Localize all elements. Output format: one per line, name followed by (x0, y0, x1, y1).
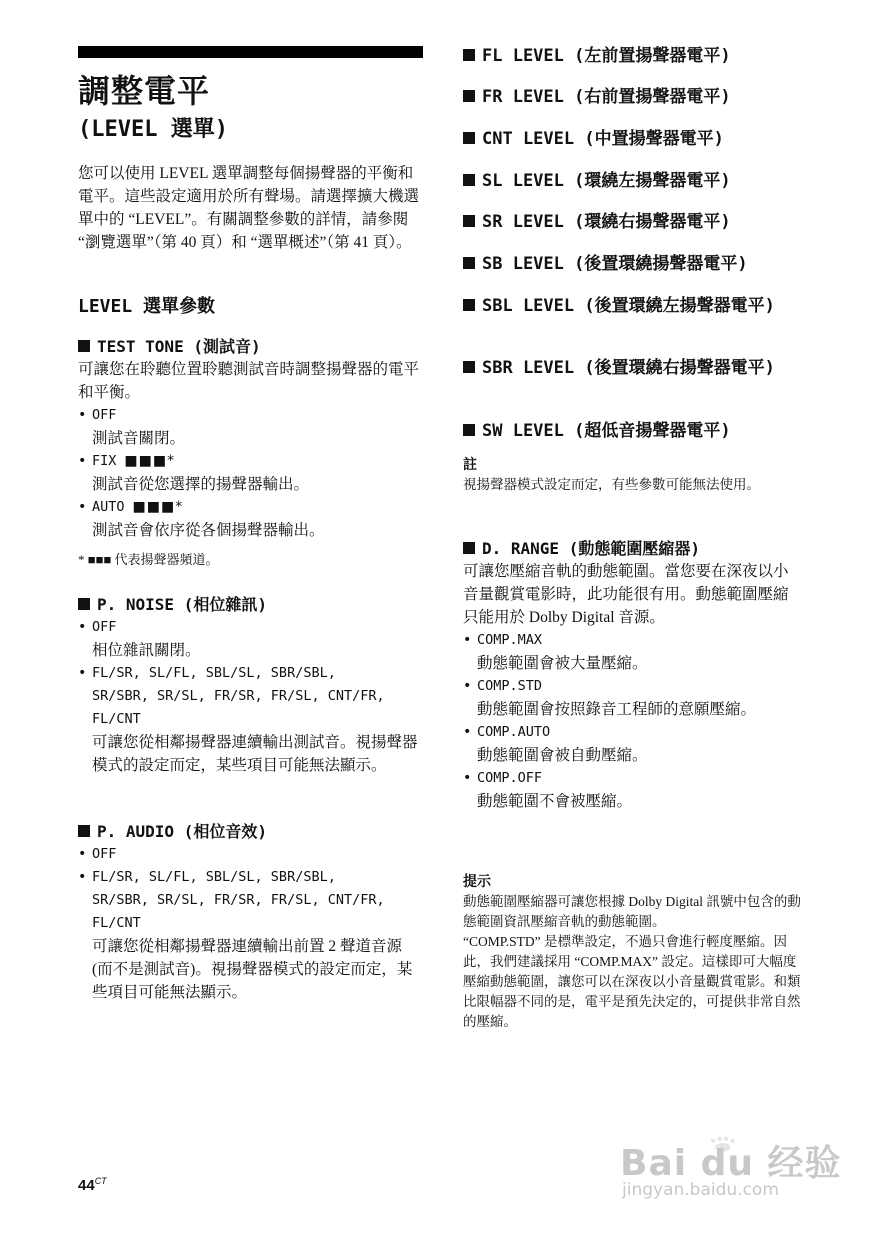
channel-squares: ■■■* (124, 453, 176, 469)
option-label: • COMP.OFF (463, 767, 803, 790)
level-item: SW LEVEL (超低音揚聲器電平) (463, 421, 808, 442)
level-item: FR LEVEL (右前置揚聲器電平) (463, 87, 808, 108)
option-label: • COMP.STD (463, 675, 803, 698)
note-block (463, 455, 803, 495)
option-desc: 可讓您從相鄰揚聲器連續輸出測試音。視揚聲器模式的設定而定，某些項目可能無法顯示。 (92, 734, 418, 774)
option-label: • FL/SR, SL/FL, SBL/SL, SBR/SBL, SR/SBR, SR/SL, FR/SR, FR/SL, CNT/FR, FL/CNT (78, 662, 392, 731)
option-label: • COMP.AUTO (463, 721, 803, 744)
channel-squares: ■■■* (132, 499, 184, 515)
option-desc: 測試音會依序從各個揚聲器輸出。 (92, 522, 325, 539)
intro-paragraph: 您可以使用 LEVEL 選單調整每個揚聲器的平衡和電平。這些設定適用於所有聲場。請選擇擴大機選單中的 “LEVEL”。有關調整參數的詳情，請參閱 “瀏覽選單”（第 40 頁）和 “選單概述”（第 41 頁）。 (78, 165, 420, 251)
p-audio-section (78, 821, 423, 1004)
option-label: • OFF (78, 843, 423, 866)
page-number: $44^{CT}$ (78, 1176, 107, 1194)
option-label: • FL/SR, SL/FL, SBL/SL, SBR/SBL, SR/SBR, SR/SL, FR/SR, FR/SL, CNT/FR, FL/CNT (78, 866, 392, 935)
square-bullet-icon (463, 90, 475, 102)
square-bullet-icon (463, 542, 475, 554)
tip-block (463, 872, 803, 1032)
test-tone-desc: 可讓您在聆聽位置聆聽測試音時調整揚聲器的電平和平衡。 (78, 361, 420, 401)
level-item: SB LEVEL (後置環繞揚聲器電平) (463, 254, 808, 275)
option-label: • OFF (78, 404, 423, 427)
square-bullet-icon (463, 257, 475, 269)
square-bullet-icon (463, 174, 475, 186)
square-bullet-icon (463, 49, 475, 61)
level-item: SL LEVEL (環繞左揚聲器電平) (463, 171, 808, 192)
tip-text-2: “COMP.STD” 是標準設定，不過只會進行輕度壓縮。因此，我們建議採用 “COMP.MAX” 設定。這樣即可大幅度壓縮動態範圍，讓您可以在深夜以小音量觀賞電影。和類比限幅器不同的是，電平是預先決定的，可提供非常自然的壓縮。 (463, 934, 801, 1029)
option-desc: 可讓您從相鄰揚聲器連續輸出前置 2 聲道音源 (而不是測試音)。視揚聲器模式的設定而定，某些項目可能無法顯示。 (92, 938, 413, 1001)
option-desc: 動態範圍會被自動壓縮。 (477, 747, 648, 764)
option-desc: 測試音從您選擇的揚聲器輸出。 (92, 476, 310, 493)
option-desc: 動態範圍會被大量壓縮。 (477, 655, 648, 672)
square-bullet-icon (463, 424, 475, 436)
p-noise-section (78, 594, 423, 777)
footnote: * ■■■ 代表揚聲器頻道。 (78, 552, 219, 567)
test-tone-heading: TEST TONE (測試音) (78, 336, 423, 358)
title-rule (78, 46, 423, 58)
p-noise-heading: P. NOISE (相位雜訊) (78, 594, 423, 616)
square-bullet-icon (78, 340, 90, 352)
square-bullet-icon (463, 215, 475, 227)
d-range-heading: D. RANGE (動態範圍壓縮器) (463, 538, 803, 560)
tip-text-1: 動態範圍壓縮器可讓您根據 Dolby Digital 訊號中包含的動態範圍資訊壓縮音軌的動態範圍。 (463, 894, 801, 929)
section-heading: LEVEL 選單參數 (78, 296, 216, 317)
watermark-brand: Bai du 经验 (620, 1143, 842, 1184)
option-label: • OFF (78, 616, 423, 639)
note-text: 視揚聲器模式設定而定，有些參數可能無法使用。 (463, 477, 760, 492)
d-range-section (463, 538, 803, 813)
d-range-desc: 可讓您壓縮音軌的動態範圍。當您要在深夜以小音量觀賞電影時，此功能很有用。動態範圍壓縮只能用於 Dolby Digital 音源。 (463, 563, 789, 626)
level-item: SBR LEVEL (後置環繞右揚聲器電平) (463, 358, 798, 379)
square-bullet-icon (463, 361, 475, 373)
square-bullet-icon (78, 598, 90, 610)
square-bullet-icon (78, 825, 90, 837)
option-desc: 測試音關閉。 (92, 430, 186, 447)
option-desc: 相位雜訊關閉。 (92, 642, 201, 659)
level-item: CNT LEVEL (中置揚聲器電平) (463, 129, 808, 150)
note-heading: 註 (463, 457, 477, 473)
test-tone-section (78, 336, 423, 570)
level-item: FL LEVEL (左前置揚聲器電平) (463, 46, 808, 67)
tip-heading: 提示 (463, 874, 491, 890)
option-label: • FIX ■■■* (78, 450, 423, 473)
square-bullet-icon (463, 299, 475, 311)
page-title: 調整電平 (78, 72, 211, 110)
level-item: SBL LEVEL (後置環繞左揚聲器電平) (463, 296, 798, 317)
option-label: • COMP.MAX (463, 629, 803, 652)
level-item: SR LEVEL (環繞右揚聲器電平) (463, 212, 808, 233)
option-desc: 動態範圍會按照錄音工程師的意願壓縮。 (477, 701, 757, 718)
option-label: • AUTO ■■■* (78, 496, 423, 519)
option-desc: 動態範圍不會被壓縮。 (477, 793, 633, 810)
page-subtitle: (LEVEL 選單) (78, 117, 228, 142)
watermark-url: jingyan.baidu.com (622, 1180, 779, 1200)
p-audio-heading: P. AUDIO (相位音效) (78, 821, 423, 843)
square-bullet-icon (463, 132, 475, 144)
